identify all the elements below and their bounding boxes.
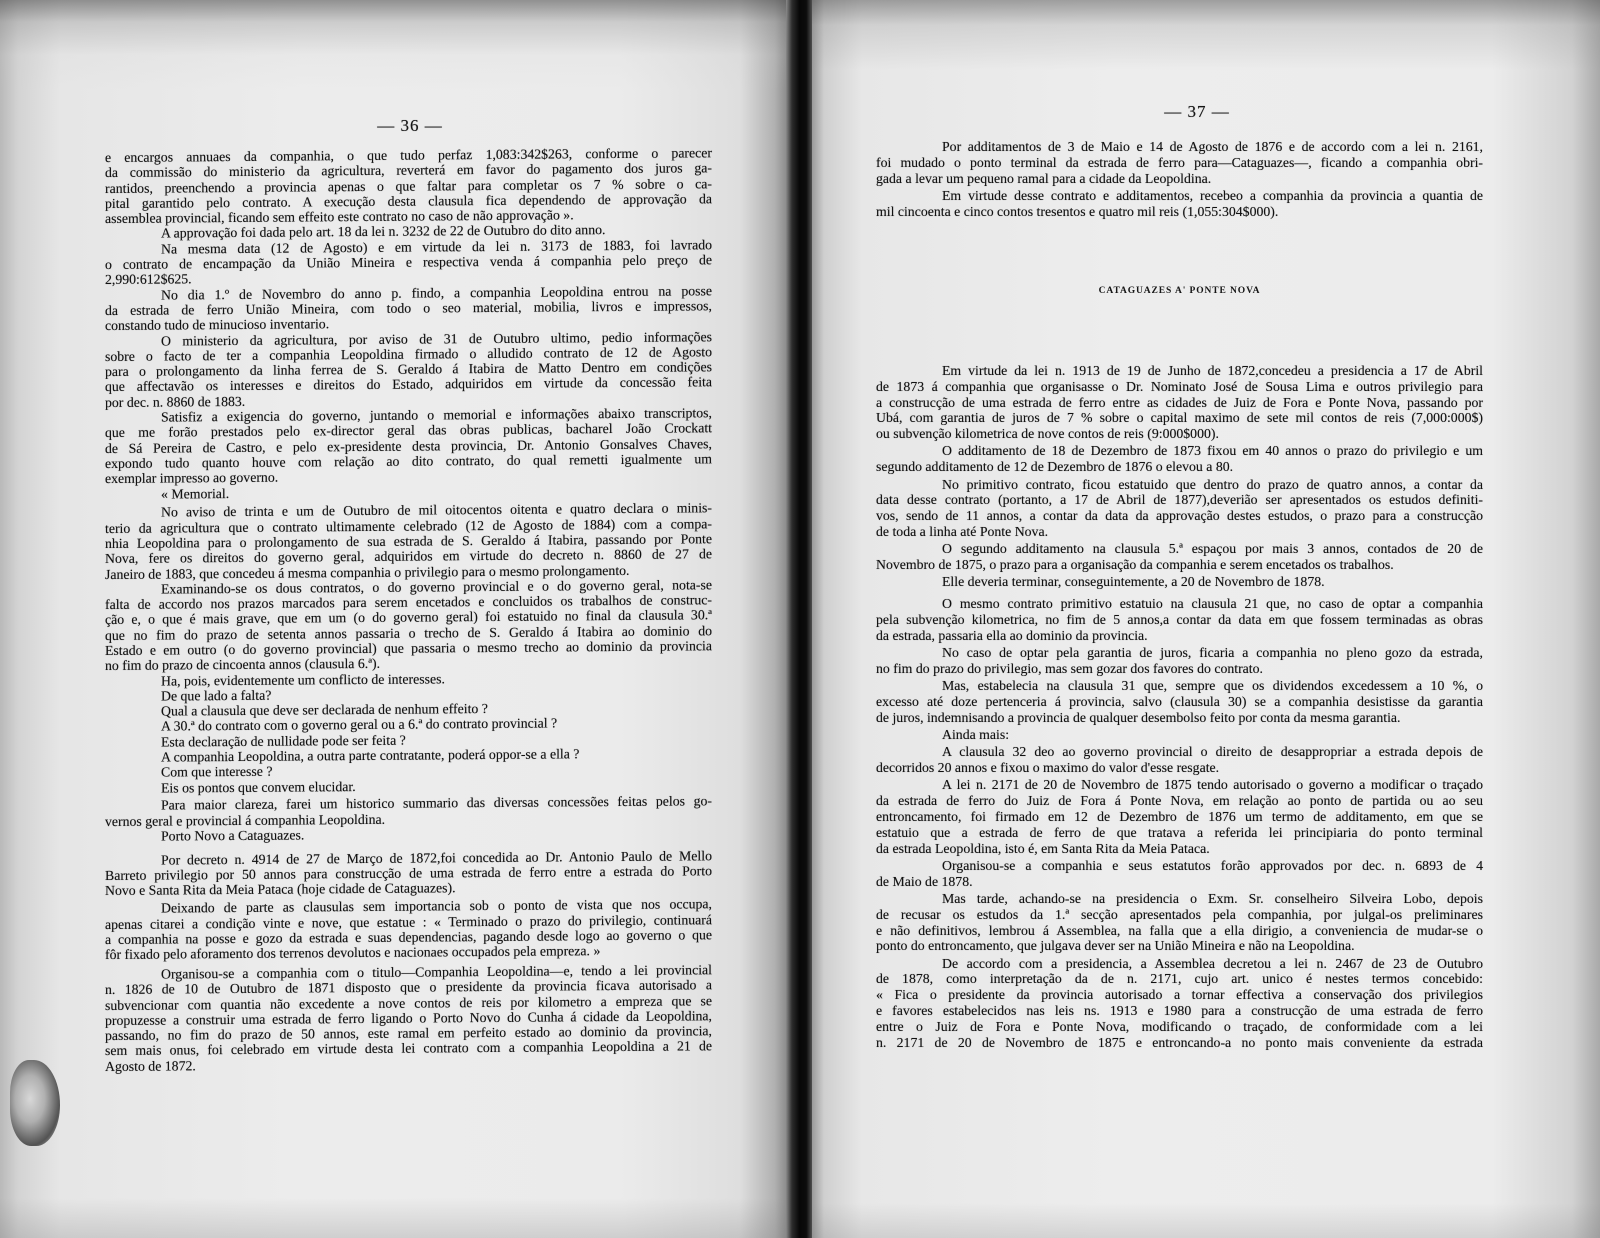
text-line: que me forão prestados pelo ex-director geral das obras publicas, bacharel João Crockatt bbox=[105, 420, 712, 441]
text-line: De accordo com a presidencia, a Assemblea decretou a lei n. 2467 de 23 de Outubro bbox=[942, 955, 1483, 971]
text-line: foi mudado o ponto terminal da estrada de ferro para—Cataguazes—, ficando a companhia obri- bbox=[876, 154, 1483, 170]
page-text-section bbox=[876, 363, 1483, 1050]
text-line: de Maio de 1878. bbox=[876, 873, 973, 889]
text-line: O segundo additamento na clausula 5.ª espaçou por mais 3 annos, contados de 20 de bbox=[942, 541, 1483, 557]
text-line: n. 2171 de 20 de Novembro de 1875 e entroncando-a no ponto mais conveniente da estrada bbox=[876, 1034, 1483, 1050]
paragraph bbox=[876, 727, 1483, 743]
text-line: Qual a clausula que deve ser declarada de nenhum effeito ? bbox=[161, 701, 488, 719]
text-line: Novembro de 1875, o prazo para a organisação da companhia e serem encetados os trabalhos. bbox=[876, 557, 1394, 573]
text-line: Satisfiz a exigencia do governo, juntando o memorial e informações abaixo transcriptos, bbox=[161, 405, 712, 425]
text-line: sem mais onus, foi celebrado em virtude desta lei contrato com a companhia Leopoldina a 21 de bbox=[105, 1038, 712, 1059]
paragraph bbox=[876, 574, 1483, 590]
text-line: No aviso de trinta e um de Outubro de mil oitocentos oitenta e quatro declara o minis- bbox=[161, 500, 712, 520]
text-line: ção e, o que é mais grave, que em um (o do governo geral) foi estatuido no final da clausula 30.ª bbox=[105, 607, 712, 628]
text-line: propuzesse a construir uma estrada de ferro ligando o Porto Novo do Cunha á cidade da Leopoldina, bbox=[105, 1008, 712, 1028]
text-line: Na mesma data (12 de Agosto) e em virtude da lei n. 3173 de 1883, foi lavrado bbox=[161, 237, 712, 257]
page-number: — 37 — bbox=[1164, 102, 1230, 121]
text-line: segundo additamento de 12 de Dezembro de 1876 o elevou a 80. bbox=[876, 459, 1234, 475]
text-line: « Memorial. bbox=[161, 485, 230, 502]
text-line: Examinando-se os dous contratos, o do governo provincial e o do governo geral, nota-se bbox=[161, 577, 712, 597]
text-line: mil cincoenta e cinco contos tresentos e quatro mil reis (1,055:304$000). bbox=[876, 203, 1279, 219]
text-line: A approvação foi dada pelo art. 18 da lei n. 3232 de 22 de Outubro do dito anno. bbox=[161, 222, 606, 242]
text-line: sobre o facto de ter a companhia Leopoldina firmado o alludido contrato de 12 de Agosto bbox=[105, 344, 712, 364]
section-heading: CATAGUAZES A' PONTE NOVA bbox=[1098, 286, 1261, 296]
text-line: vernos geral e provincial á companhia Leopoldina. bbox=[105, 811, 386, 829]
text-line: de 1878, como interpretação da de n. 2171, cujo art. unico é nestes termos concebido: bbox=[876, 971, 1483, 987]
text-line: terio da agricultura que o contrato ultimamente celebrado (12 de Agosto de 1884) com a compa- bbox=[105, 515, 712, 536]
text-line: exemplar impresso ao governo. bbox=[105, 469, 279, 487]
text-line: data desse contrato (portanto, a 17 de Abril de 1877),deverião ser apresentados os estudos definiti- bbox=[876, 492, 1483, 508]
text-line: da commissão do ministerio da agricultura, reverterá em favor do pagamento dos juros ga- bbox=[105, 160, 712, 181]
text-line: entroncamento, foi firmado em 12 de Dezembro de 1876 um termo de additamento, em que se bbox=[876, 809, 1483, 825]
text-line: Barreto privilegio por 50 annos para construcção de uma estrada de ferro entre a estrada do Porto bbox=[105, 863, 712, 884]
text-line: no fim do prazo do privilegio, mas sem gozar dos favores do contrato. bbox=[876, 660, 1263, 676]
text-line: o contrato de encampação da União Mineira e respectiva venda á companhia pelo preço de bbox=[105, 252, 712, 273]
text-line: « Fica o presidente da provincia autorisado a tornar effectiva a conservação dos privilegios bbox=[876, 987, 1483, 1003]
text-line: nhia Leopoldina para o prolongamento de sua estrada de S. Geraldo á Itabira, passando por Ponte bbox=[105, 531, 712, 551]
text-line: O additamento de 18 de Dezembro de 1873 fixou em 40 annos o prazo do privilegio e um bbox=[942, 443, 1483, 459]
paragraph bbox=[105, 501, 712, 582]
text-line: e não definitivos, lembrou á Assemblea, na falla que a ella dirigio, a conveniencia de mudar-se o bbox=[876, 922, 1483, 938]
paragraph bbox=[105, 962, 712, 1074]
page-number: — 36 — bbox=[377, 116, 443, 135]
text-line: expondo tudo quanto houve com relação ao dito contrato, do qual remetti igualmente um bbox=[105, 451, 712, 471]
text-line: Ainda mais: bbox=[942, 727, 1010, 743]
paragraph bbox=[876, 777, 1483, 856]
text-line: O ministerio da agricultura, por aviso de 31 de Outubro ultimo, pedio informações bbox=[161, 328, 712, 349]
text-line: excesso até doze pertenceria á provincia, salvo (clausula 30) se a companhia desistisse da garantia bbox=[876, 693, 1483, 709]
text-line: Para maior clareza, farei um historico summario das diversas concessões feitas pelos go- bbox=[161, 793, 712, 814]
text-line: Estado e em outro (o do governo provincial) que passaria o mesmo trecho ao dominio da provincia bbox=[105, 638, 712, 658]
page-text bbox=[105, 145, 712, 1074]
text-line: ou subvenção kilometrica de nove contos de reis (9:000$000). bbox=[876, 426, 1219, 442]
text-line: para o prolongamento da linha ferrea de S. Geraldo á Itabira de Matto Dentro em condições bbox=[105, 359, 712, 380]
thumb-shadow bbox=[10, 1060, 60, 1146]
text-line: da estrada Leopoldina, isto é, em Santa Rita da Meia Pataca. bbox=[876, 840, 1210, 856]
text-line: de juros, indemnisando a provincia de qualquer desembolso feito por conta da mesma garantia. bbox=[876, 709, 1401, 725]
paragraph bbox=[876, 139, 1483, 186]
text-line: Esta declaração de nullidade pode ser feita ? bbox=[161, 732, 406, 750]
text-line: passando, no fim do prazo de 50 annos, este ramal em perfeito estado ao dominio da provincia, bbox=[105, 1023, 712, 1044]
text-line: A 30.ª do contrato com o governo geral ou a 6.ª do contrato provincial ? bbox=[161, 715, 558, 735]
text-line: da estrada, passaria ella ao dominio da provincia. bbox=[876, 627, 1148, 643]
text-line: No caso de optar pela garantia de juros, ficaria a companhia no pleno gozo da estrada, bbox=[942, 645, 1483, 661]
text-line: Deixando de parte as clausulas sem importancia sob o ponto de vista que nos occupa, bbox=[161, 896, 712, 916]
paragraph bbox=[105, 145, 712, 226]
text-line: a construcção de uma estrada de ferro entre as cidades de Juiz de Fora e Ponte Nova, passando por bbox=[876, 394, 1483, 410]
paragraph bbox=[105, 896, 712, 962]
text-line: fôr fixado pelo aforamento dos terrenos devolutos e nacionaes occupados pela empreza. » bbox=[105, 943, 601, 963]
text-line: Agosto de 1872. bbox=[105, 1058, 196, 1074]
text-line: de Sá Pereira de Castro, e pelo ex-presidente desta provincia, Dr. Antonio Gonsalves Chaves, bbox=[105, 435, 712, 456]
text-line: Janeiro de 1883, que concedeu á mesma companhia o privilegio para o mesmo prolongamento. bbox=[105, 562, 630, 582]
text-line: que affectavão os interesses e direitos do Estado, adquiridos em virtude da concessão feita bbox=[105, 374, 712, 395]
text-line: n. 1826 de 10 de Outubro de 1871 disposto que o presidente da provincia ficava autorisado a bbox=[105, 977, 712, 998]
text-line: por dec. n. 8860 de 1883. bbox=[105, 393, 246, 410]
text-line: falta de accordo nos prazos marcados para serem encetados e concluidos os trabalhos de construc- bbox=[105, 592, 712, 613]
text-line: assemblea provincial, ficando sem effeito este contrato no caso de não approvação ». bbox=[105, 207, 574, 227]
paragraph bbox=[105, 283, 712, 334]
paragraph bbox=[105, 577, 712, 674]
text-line: a companhia na posse e gozo da estrada e suas dependencias, pagando desde logo ao governo o que bbox=[105, 927, 712, 947]
text-line: vos, sendo de 11 annos, a contar da data da approvação destes estudos, o prazo para a construcção bbox=[876, 508, 1483, 524]
paragraph bbox=[876, 956, 1483, 1051]
paragraph bbox=[105, 794, 712, 829]
text-line: decorridos 20 annos e fixou o maximo do valor d'esse resgate. bbox=[876, 760, 1220, 776]
text-line: no fim do prazo de cincoenta annos (clausula 6.ª). bbox=[105, 656, 381, 674]
text-line: 2,990:612$625. bbox=[105, 271, 192, 288]
text-line: pela subvenção kilometrica, no fim de 5 annos,a contar da data em que fossem terminadas as obras bbox=[876, 611, 1483, 627]
paragraph bbox=[876, 363, 1483, 442]
text-line: Eis os pontos que convem elucidar. bbox=[161, 778, 356, 796]
text-line: Mas tarde, achando-se na presidencia o Exm. Sr. conselheiro Silveira Lobo, depois bbox=[942, 891, 1483, 906]
text-line: rantidos, preenchendo a provincia apenas o que faltar para completar os 7 % sobre o ca- bbox=[105, 175, 712, 196]
text-line: entre o Juiz de Fora e Ponte Nova, modificando o traçado, de conformidade com a lei bbox=[876, 1018, 1483, 1034]
text-line: Organisou-se a companhia com o titulo—Companhia Leopoldina—e, tendo a lei provincial bbox=[161, 962, 712, 982]
text-line: No dia 1.º de Novembro do anno p. findo, a companhia Leopoldina entrou na posse bbox=[161, 282, 712, 303]
text-line: Mas, estabelecia na clausula 31 que, sempre que os dividendos excedessem a 10 %, o bbox=[942, 678, 1483, 694]
text-line: pital garantido pelo contrato. A execução desta clausula fica dependendo de approvação da bbox=[105, 191, 712, 211]
paragraph bbox=[105, 329, 712, 410]
text-line: Com que interesse ? bbox=[161, 764, 273, 780]
text-line: subvencionar com quantia não excedente a nove contos de reis por kilometro a empreza que se bbox=[105, 992, 712, 1013]
text-line: gada a levar um pequeno ramal para a cidade da Leopoldina. bbox=[876, 170, 1212, 186]
text-line: da estrada de ferro União Mineira, com todo o seo material, mobilia, livros e impressos, bbox=[105, 298, 712, 318]
text-line: Porto Novo a Cataguazes. bbox=[161, 827, 305, 844]
paragraph bbox=[105, 405, 712, 486]
paragraph bbox=[876, 541, 1483, 573]
text-line: A companhia Leopoldina, a outra parte contratante, poderá oppor-se a ella ? bbox=[161, 746, 580, 765]
paragraph bbox=[876, 858, 1483, 890]
paragraph bbox=[105, 237, 712, 288]
text-line: A clausula 32 deo ao governo provincial o direito de desappropriar a estrada depois de bbox=[942, 744, 1483, 760]
page-36 bbox=[0, 0, 792, 1238]
text-line: Em virtude desse contrato e additamentos, recebeo a companhia da provincia a quantia de bbox=[942, 187, 1483, 203]
paragraph bbox=[876, 678, 1483, 725]
text-line: Elle deveria terminar, conseguintemente, a 20 de Novembro de 1878. bbox=[942, 574, 1325, 590]
text-line: Ubá, com garantia de juros de 7 % sobre o capital maximo de sete mil contos de reis (7,000:000$) bbox=[876, 410, 1483, 426]
paragraph bbox=[876, 477, 1483, 540]
paragraph bbox=[105, 848, 712, 899]
text-line: Por decreto n. 4914 de 27 de Março de 1872,foi concedida ao Dr. Antonio Paulo de Mello bbox=[161, 848, 712, 868]
paragraph bbox=[876, 188, 1483, 220]
paragraph bbox=[876, 645, 1483, 677]
page-37 bbox=[812, 0, 1600, 1238]
text-line: apenas citarei a condição vinte e nove, que estatue : « Terminado o prazo do privilegio, continuará bbox=[105, 911, 712, 932]
text-line: Nova, fere os direitos do governo geral, adquiridos em virtude do decreto n. 8860 de 27 de bbox=[105, 546, 712, 567]
text-line: de recusar os estudos da 1.ª secção apresentados pela companhia, por julgal-os preliminares bbox=[876, 906, 1483, 922]
paragraph bbox=[876, 744, 1483, 776]
page-text-intro bbox=[876, 139, 1483, 219]
text-line: Em virtude da lei n. 1913 de 19 de Junho de 1872,concedeu a presidencia a 17 de Abril bbox=[942, 363, 1483, 378]
text-line: De que lado a falta? bbox=[161, 687, 272, 704]
text-line: No primitivo contrato, ficou estatuido que dentro do prazo de quatro annos, a contar da bbox=[942, 476, 1483, 492]
text-line: O mesmo contrato primitivo estatuio na clausula 21 que, no caso de optar a companhia bbox=[942, 596, 1483, 612]
text-line: Por additamentos de 3 de Maio e 14 de Agosto de 1876 e de accordo com a lei n. 2161, bbox=[942, 139, 1483, 154]
text-line: Ha, pois, evidentemente um conflicto de interesses. bbox=[161, 670, 445, 689]
paragraph bbox=[876, 443, 1483, 475]
text-line: da estrada de ferro do Juiz de Fora á Ponte Nova, em relação ao ponto de partida ou ao seu bbox=[876, 793, 1483, 809]
text-line: que no fim do prazo de setenta annos passaria o trecho de S. Geraldo á Itabira ao dominio do bbox=[105, 622, 712, 643]
text-line: de toda a linha até Ponte Nova. bbox=[876, 523, 1049, 539]
text-line: A lei n. 2171 de 20 de Novembro de 1875 tendo autorisado o governo a modificar o traçado bbox=[942, 777, 1483, 793]
text-line: de 1873 á companhia que organisasse o Dr. Nominato José de Sousa Lima e outros privilegio para bbox=[876, 378, 1483, 394]
text-line: e favores estabelecidos nas leis ns. 1913 e 1980 para a construcção de uma estrada de ferro bbox=[876, 1003, 1483, 1019]
text-line: estatuio que a estrada de ferro de que tratava a referida lei principiaria do ponto terminal bbox=[876, 824, 1483, 840]
text-line: Novo e Santa Rita da Meia Pataca (hoje cidade de Cataguazes). bbox=[105, 880, 456, 899]
paragraph bbox=[876, 891, 1483, 954]
paragraph bbox=[876, 596, 1483, 643]
text-line: Organisou-se a companhia e seus estatutos forão approvados por dec. n. 6893 de 4 bbox=[942, 857, 1483, 873]
text-line: constando tudo de minucioso inventario. bbox=[105, 316, 330, 334]
text-line: ponto do entroncamento, que julgava dever ser na União Mineira e não na Leopoldina. bbox=[876, 938, 1355, 954]
text-line: e encargos annuaes da companhia, o que tudo perfaz 1,083:342$263, conforme o parecer bbox=[105, 145, 712, 165]
